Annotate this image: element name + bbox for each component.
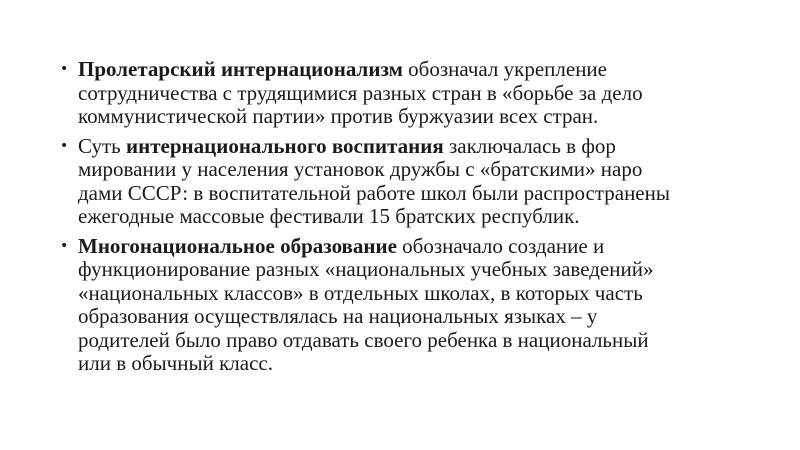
bullet-icon: • [60, 61, 69, 77]
bullet-item-multinational-education [60, 235, 760, 376]
text-line: функционирование разных «национальных учебных заведений» [78, 257, 654, 281]
text-line: дами СССР: в воспитательной работе школ были распространены [78, 180, 670, 205]
bold-term: Многонациональное образование [78, 233, 397, 258]
text-line: родителей было право отдавать своего ребенка в национальный [78, 327, 649, 352]
text-line: ежегодные массовые фестивали 15 братских республик. [78, 204, 580, 228]
text-line: образования осуществлялась на национальных языках – у [78, 304, 598, 328]
text-line: Суть интернационального воспитания заключалась в фор [78, 133, 616, 158]
bullet-item-proletarian-internationalism [60, 58, 760, 129]
text-line: Пролетарский интернационализм обозначал укрепление [78, 57, 607, 81]
bold-term: Пролетарский интернационализм [78, 57, 403, 81]
text-line: мировании у населения установок дружбы с «братскими» наро [78, 157, 643, 181]
text-line: или в обычный класс. [78, 351, 273, 375]
bold-term: интернационального воспитания [126, 133, 444, 158]
text-line: сотрудничества с трудящимися разных стран в «борьбе за дело [78, 80, 643, 105]
bullet-list [60, 58, 760, 382]
text-line: «национальных классов» в отдельных школах, в которых часть [78, 280, 643, 305]
text-line: коммунистической партии» против буржуазии всех стран. [78, 104, 599, 128]
text-line: Многонациональное образование обозначало создание и [78, 233, 605, 258]
bullet-icon: • [60, 237, 69, 254]
bullet-icon: • [60, 137, 69, 154]
bullet-item-international-education [60, 135, 760, 229]
